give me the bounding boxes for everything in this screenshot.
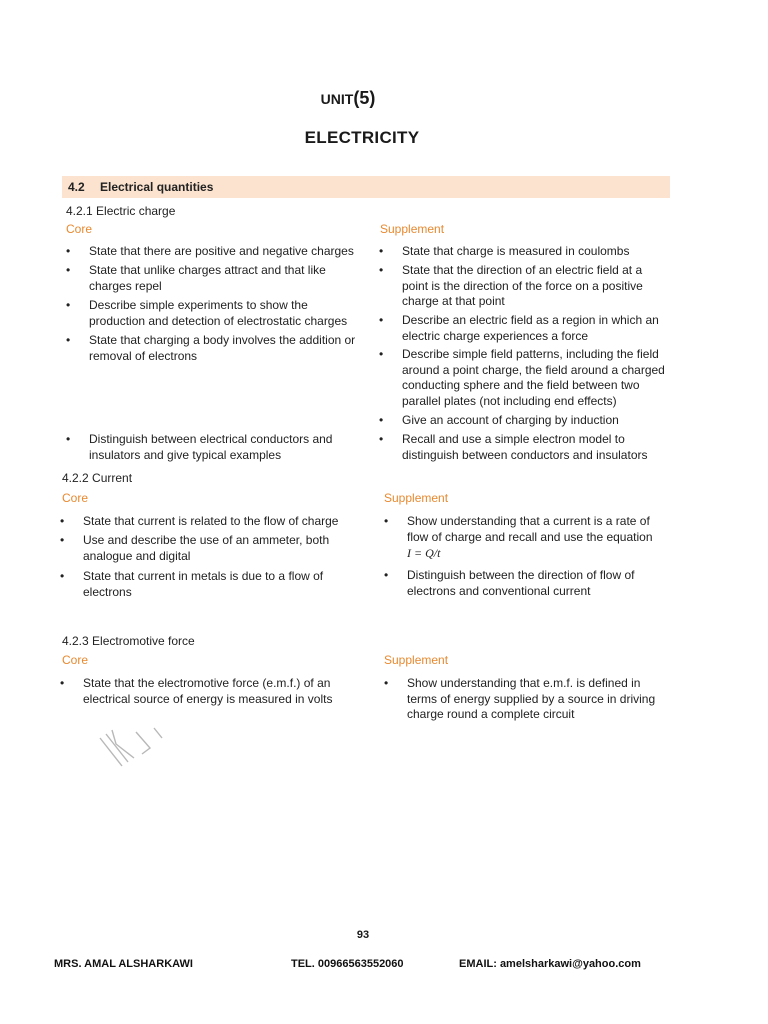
core-item (60, 514, 368, 530)
bullet-icon: • (66, 298, 71, 312)
current-equation: I = Q/t (407, 546, 441, 560)
unit-prefix: UNIT (320, 91, 354, 107)
core-item (66, 263, 349, 294)
supplement-item (384, 568, 662, 599)
footer-email: EMAIL: amelsharkawi@yahoo.com (459, 958, 641, 970)
unit-number: (5) (353, 88, 376, 108)
core-item-text: State that current in metals is due to a flow of electrons (83, 569, 324, 599)
subsection-heading-electric-charge: 4.2.1 Electric charge (66, 204, 176, 218)
core-item (66, 244, 364, 260)
supplement-item-text: Recall and use a simple electron model to distinguish between conductors and insulators (402, 432, 648, 462)
core-item (60, 569, 345, 600)
subsection-heading-current: 4.2.2 Current (62, 471, 133, 485)
bullet-icon: • (60, 569, 65, 583)
bullet-icon: • (66, 263, 71, 277)
core-item-text: State that current is related to the flow of charge (83, 514, 339, 528)
section-number: 4.2 (68, 180, 85, 194)
bullet-icon: • (379, 263, 384, 277)
supplement-label: Supplement (384, 653, 449, 667)
bullet-icon: • (66, 432, 71, 446)
bullet-icon: • (384, 676, 389, 690)
footer-author: MRS. AMAL ALSHARKAWI (54, 958, 193, 970)
supplement-item-text: Show understanding that a current is a rate of flow of charge and recall and use the equation (407, 514, 653, 544)
bullet-icon: • (60, 533, 65, 547)
supplement-item-text: Give an account of charging by induction (402, 413, 619, 427)
supplement-item (379, 432, 657, 463)
core-item-text: Describe simple experiments to show the production and detection of electrostatic charges (89, 298, 348, 328)
core-item (66, 298, 364, 329)
supplement-item (379, 347, 670, 409)
supplement-item-text: Show understanding that e.m.f. is defined in terms of energy supplied by a source in driving charge round a complete circuit (407, 676, 656, 721)
core-item (60, 676, 358, 707)
bullet-icon: • (66, 333, 71, 347)
supplement-item-text: State that the direction of an electric field at a point is the direction of the force on a positive charge at that point (402, 263, 643, 308)
section-header-band (62, 176, 670, 198)
bullet-icon: • (379, 313, 384, 327)
supplement-item (379, 263, 664, 310)
supplement-item-text: Distinguish between the direction of flow of electrons and conventional current (407, 568, 635, 598)
footer-phone: TEL. 00966563552060 (291, 958, 404, 970)
bullet-icon: • (384, 514, 389, 528)
bullet-icon: • (379, 244, 384, 258)
bullet-icon: • (60, 514, 65, 528)
core-item-text: State that there are positive and negative charges (89, 244, 354, 258)
core-item-text: Distinguish between electrical conductors and insulators and give typical examples (89, 432, 333, 462)
unit-title (0, 88, 696, 109)
supplement-item (384, 514, 669, 545)
bullet-icon: • (379, 347, 384, 361)
core-item-text: State that the electromotive force (e.m.f.) of an electrical source of energy is measured in volts (83, 676, 333, 706)
supplement-item (379, 244, 672, 260)
page-number: 93 (356, 929, 370, 941)
bullet-icon: • (379, 413, 384, 427)
section-title: Electrical quantities (100, 180, 214, 194)
core-label: Core (66, 222, 93, 236)
supplement-item-text: Describe simple field patterns, including the field around a point charge, the field around a charged conducting sphere and the field between two parallel plates (not including end effects) (402, 347, 665, 408)
bullet-icon: • (384, 568, 389, 582)
supplement-item (379, 413, 670, 429)
core-label: Core (62, 491, 89, 505)
supplement-item (379, 313, 664, 344)
watermark-fragment (92, 724, 182, 772)
page-title: ELECTRICITY (304, 128, 420, 147)
core-item-text: Use and describe the use of an ammeter, both analogue and digital (83, 533, 330, 563)
core-item-text: State that unlike charges attract and that like charges repel (89, 263, 326, 293)
core-label: Core (62, 653, 89, 667)
supplement-item-text: State that charge is measured in coulombs (402, 244, 630, 258)
core-item (66, 333, 359, 364)
supplement-label: Supplement (380, 222, 445, 236)
bullet-icon: • (66, 244, 71, 258)
bullet-icon: • (379, 432, 384, 446)
supplement-label: Supplement (384, 491, 449, 505)
supplement-item-text: Describe an electric field as a region in which an electric charge experiences a force (402, 313, 659, 343)
core-item (60, 533, 345, 564)
core-item-text: State that charging a body involves the addition or removal of electrons (89, 333, 356, 363)
bullet-icon: • (60, 676, 65, 690)
supplement-item (384, 676, 669, 723)
core-item (66, 432, 349, 463)
subsection-heading-electromotive-force: 4.2.3 Electromotive force (62, 634, 195, 648)
